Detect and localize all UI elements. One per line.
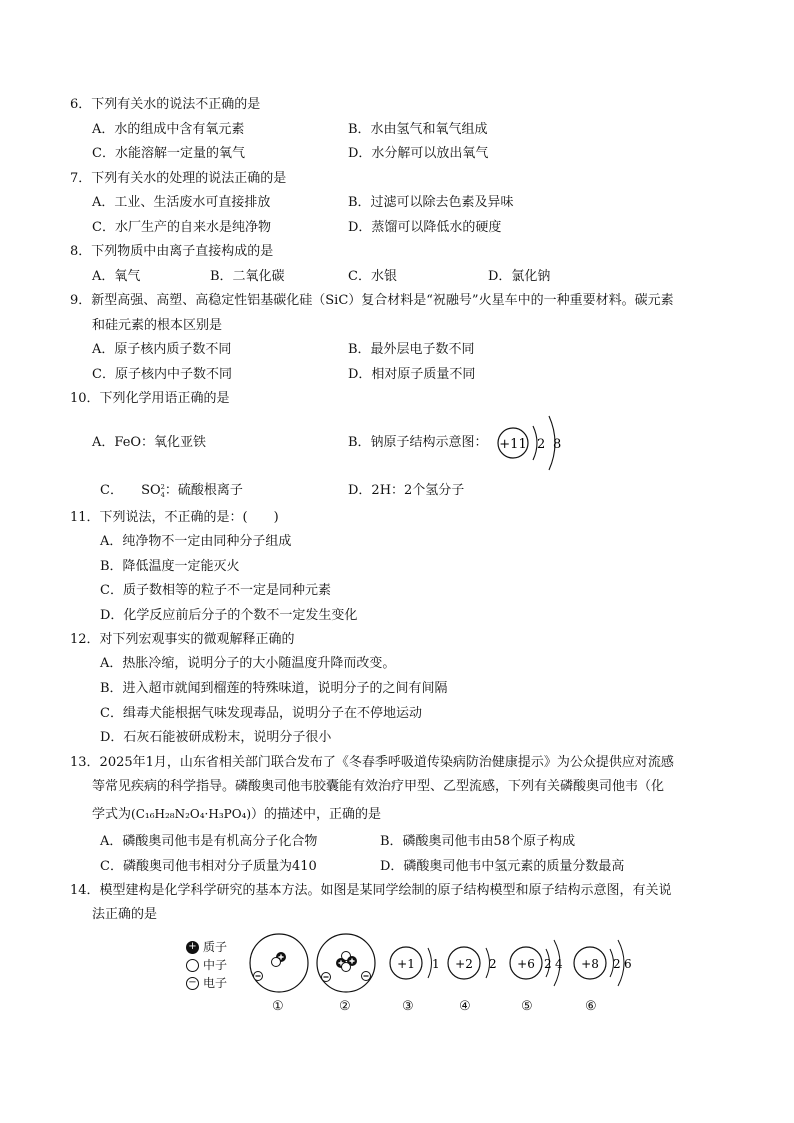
q9-option-c: C．原子核内中子数不同	[92, 367, 232, 382]
q13-stem-line3	[92, 803, 381, 826]
q10-option-b: B．钠原子结构示意图：	[348, 435, 488, 450]
q6-option-b: B．水由氢气和氧气组成	[348, 122, 488, 137]
diagram4-nucleus: +2	[455, 957, 473, 971]
atom-model-2	[315, 932, 377, 994]
q6-option-d: D．水分解可以放出氧气	[348, 146, 489, 161]
legend-neutron-label: 中子	[203, 958, 228, 972]
q7-stem: 7．下列有关水的处理的说法正确的是	[70, 171, 287, 186]
q10-option-c-prefix: C．	[100, 483, 123, 498]
q10-option-c-text: ：硫酸根离子	[164, 483, 243, 498]
diagram3-nucleus: +1	[397, 957, 415, 971]
q13-stem-line3-prefix: 学式为	[92, 807, 132, 822]
q13-stem-line2: 等常见疾病的科学指导。磷酸奥司他韦胶囊能有效治疗甲型、乙型流感，下列有关磷酸奥司他韦（化	[92, 779, 665, 794]
q12-option-b: B．进入超市就闻到榴莲的特殊味道，说明分子的之间有间隔	[100, 681, 448, 696]
figure-label-3: ③	[402, 999, 414, 1014]
q7-option-c: C．水厂生产的自来水是纯净物	[92, 220, 271, 235]
atom-diagram-3	[388, 938, 444, 988]
q9-option-a: A．原子核内质子数不同	[92, 342, 232, 357]
particle-legend	[186, 938, 227, 992]
atom-model-1	[248, 932, 310, 994]
diagram4-shell1: 2	[489, 957, 497, 971]
sodium-shell2-label: 8	[553, 437, 562, 452]
q13-stem-line1: 13．2025年1月，山东省相关部门联合发布了《冬春季呼吸道传染病防治健康提示》为公众提供应对流感	[70, 755, 674, 770]
q10-option-a: A．FeO：氧化亚铁	[92, 435, 207, 450]
proton-icon: +	[186, 941, 199, 954]
q11-option-d: D．化学反应前后分子的个数不一定发生变化	[100, 608, 358, 623]
q12-option-d: D．石灰石能被研成粉末，说明分子很小	[100, 730, 332, 745]
neutron-icon	[186, 959, 199, 972]
q13-option-d: D．磷酸奥司他韦中氢元素的质量分数最高	[380, 859, 625, 874]
diagram5-shell2: 4	[555, 957, 563, 971]
q10-stem: 10．下列化学用语正确的是	[70, 391, 230, 406]
q11-option-c: C．质子数相等的粒子不一定是同种元素	[100, 583, 331, 598]
q7-option-d: D．蒸馏可以降低水的硬度	[348, 220, 502, 235]
sodium-shell1-label: 2	[537, 437, 546, 452]
q12-stem: 12．对下列宏观事实的微观解释正确的	[70, 632, 295, 647]
legend-electron	[186, 974, 227, 992]
q8-option-b: B．二氧化碳	[210, 269, 285, 284]
figure-label-6: ⑥	[585, 999, 597, 1014]
q6-option-a: A．水的组成中含有氧元素	[92, 122, 245, 137]
q12-option-a: A．热胀冷缩，说明分子的大小随温度升降而改变。	[100, 656, 396, 671]
q11-stem: 11．下列说法，不正确的是：( )	[70, 510, 279, 525]
q6-option-c: C．水能溶解一定量的氧气	[92, 146, 245, 161]
q13-option-b: B．磷酸奥司他韦由58个原子构成	[380, 834, 576, 849]
q14-stem-line1: 14．模型建构是化学科学研究的基本方法。如图是某同学绘制的原子结构模型和原子结构示意图，有关说	[70, 883, 672, 898]
figure-label-2: ②	[339, 999, 351, 1014]
sodium-nucleus-label: +11	[499, 437, 527, 452]
sulfate-symbol: SO	[141, 483, 161, 498]
legend-proton	[186, 938, 227, 956]
q9-stem-line2: 和硅元素的根本区别是	[92, 318, 223, 333]
diagram6-nucleus: +8	[581, 957, 599, 971]
q8-option-d: D．氯化钠	[488, 269, 551, 284]
figure-label-4: ④	[459, 999, 471, 1014]
q8-option-a: A．氧气	[92, 269, 141, 284]
q12-option-c: C．缉毒犬能根据气味发现毒品，说明分子在不停地运动	[100, 706, 422, 721]
sodium-atom-diagram	[495, 412, 575, 474]
atom-diagram-6	[572, 934, 638, 992]
electron-icon: −	[186, 977, 199, 990]
legend-neutron	[186, 956, 227, 974]
atom-diagram-4	[446, 938, 504, 988]
q10-option-c	[100, 480, 243, 502]
figure-label-5: ⑤	[521, 999, 533, 1014]
diagram3-shell1: 1	[432, 957, 440, 971]
legend-electron-label: 电子	[203, 976, 228, 990]
q8-stem: 8．下列物质中由离子直接构成的是	[70, 244, 274, 259]
q13-option-a: A．磷酸奥司他韦是有机高分子化合物	[100, 834, 318, 849]
diagram6-shell2: 6	[624, 957, 632, 971]
q8-option-c: C．水银	[348, 269, 397, 284]
diagram5-nucleus: +6	[517, 957, 535, 971]
oseltamivir-formula: (C₁₆H₂₈N₂O₄·H₃PO₄)	[131, 807, 252, 821]
diagram6-shell1: 2	[613, 957, 621, 971]
q6-stem: 6．下列有关水的说法不正确的是	[70, 97, 261, 112]
q9-option-d: D．相对原子质量不同	[348, 367, 476, 382]
q11-option-a: A．纯净物不一定由同种分子组成	[100, 534, 292, 549]
q7-option-a: A．工业、生活废水可直接排放	[92, 195, 271, 210]
q13-option-c: C．磷酸奥司他韦相对分子质量为410	[100, 859, 317, 874]
q9-option-b: B．最外层电子数不同	[348, 342, 475, 357]
q7-option-b: B．过滤可以除去色素及异味	[348, 195, 514, 210]
q10-option-d: D．2H：2个氢分子	[348, 483, 465, 498]
q9-stem-line1: 9．新型高强、高塑、高稳定性铝基碳化硅（SiC）复合材料是“祝融号”火星车中的一种重要材料。碳元素	[70, 293, 674, 308]
sulfate-subscript: 4	[160, 490, 165, 499]
q13-stem-line3-suffix: ）的描述中，正确的是	[251, 807, 382, 822]
figure-label-1: ①	[272, 999, 284, 1014]
q11-option-b: B．降低温度一定能灭火	[100, 559, 240, 574]
sulfate-formula	[141, 483, 165, 498]
q14-stem-line2: 法正确的是	[92, 907, 158, 922]
sulfate-charge: 2	[160, 482, 165, 491]
atom-diagram-5	[508, 934, 572, 992]
diagram5-shell1: 2	[544, 957, 552, 971]
legend-proton-label: 质子	[203, 940, 228, 954]
